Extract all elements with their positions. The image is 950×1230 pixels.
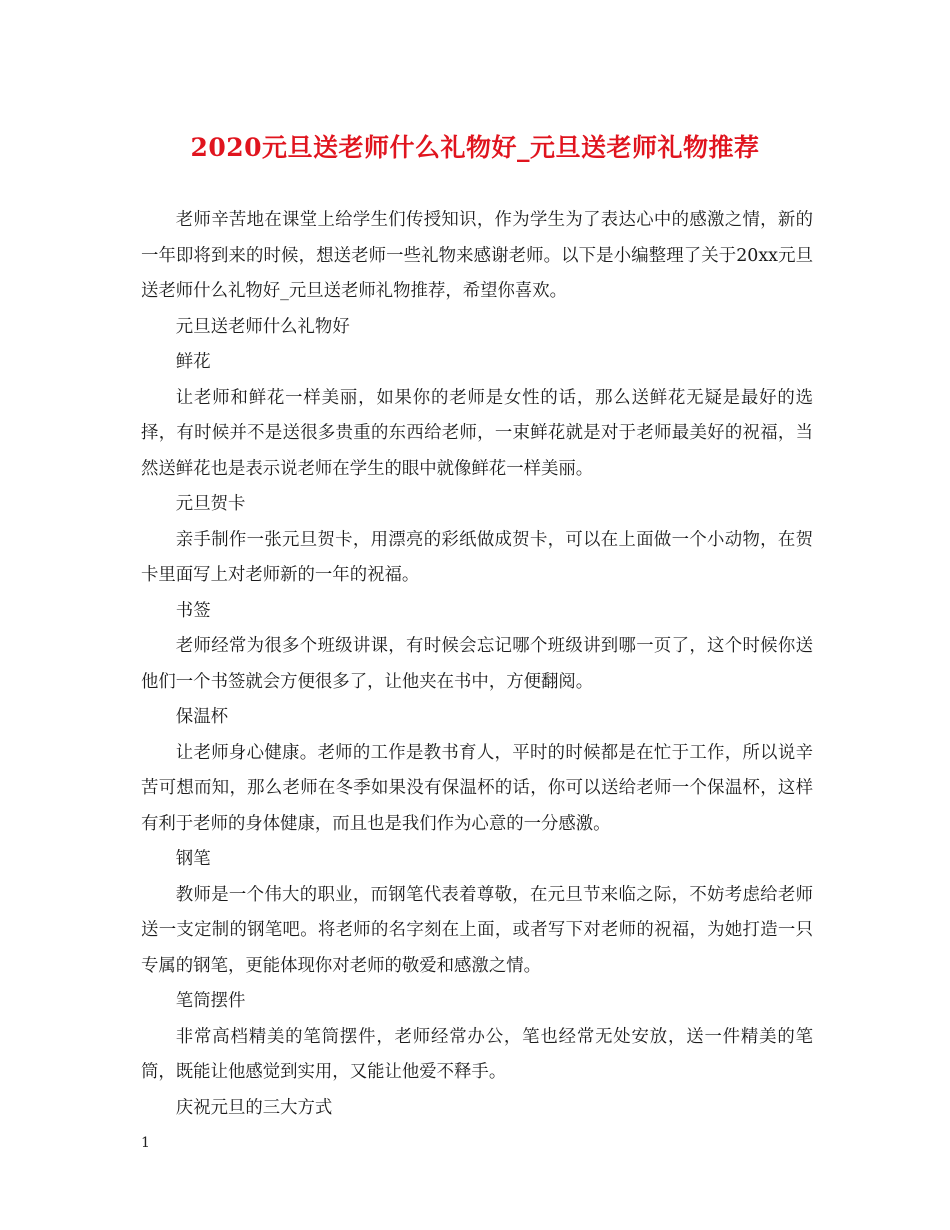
document-title: 2020元旦送老师什么礼物好_元旦送老师礼物推荐 [190, 133, 760, 162]
gift-paragraph-thermos: 让老师身心健康。老师的工作是教书育人，平时的时候都是在忙于工作，所以说辛苦可想而知，那么老师在冬季如果没有保温杯的话，你可以送给老师一个保温杯，这样有利于老师的身体健康，而且也是我们作为心意的一分感激。 [141, 742, 813, 834]
intro-paragraph: 老师辛苦地在课堂上给学生们传授知识，作为学生为了表达心中的感激之情，新的一年即将到来的时候，想送老师一些礼物来感谢老师。以下是小编整理了关于20xx元旦送老师什么礼物好_元旦送老师礼物推荐，希望你喜欢。 [141, 210, 813, 301]
gift-heading-thermos: 保温杯 [175, 707, 228, 727]
closing-heading: 庆祝元旦的三大方式 [175, 1097, 333, 1118]
gift-heading-flowers: 鲜花 [175, 352, 211, 372]
gift-paragraph-flowers: 让老师和鲜花一样美丽，如果你的老师是女性的话，那么送鲜花无疑是最好的选择，有时候并不是送很多贵重的东西给老师，一束鲜花就是对于老师最美好的祝福，当然送鲜花也是表示说老师在学生的眼中就像鲜花一样美丽。 [141, 387, 813, 479]
section-heading: 元旦送老师什么礼物好 [175, 316, 350, 337]
page-number: 1 [141, 1135, 150, 1151]
gift-paragraph-pen: 教师是一个伟大的职业，而钢笔代表着尊敬，在元旦节来临之际，不妨考虑给老师送一支定制的钢笔吧。将老师的名字刻在上面，或者写下对老师的祝福，为她打造一只专属的钢笔，更能体现你对老师的敬爱和感激之情。 [141, 884, 813, 976]
gift-paragraph-bookmark: 老师经常为很多个班级讲课，有时候会忘记哪个班级讲到哪一页了，这个时候你送他们一个书签就会方便很多了，让他夹在书中，方便翻阅。 [141, 636, 813, 692]
gift-heading-pen: 钢笔 [175, 849, 211, 869]
document-body [141, 203, 813, 1126]
gift-heading-pen-holder: 笔筒摆件 [175, 991, 246, 1011]
gift-paragraph-pen-holder: 非常高档精美的笔筒摆件，老师经常办公，笔也经常无处安放，送一件精美的笔筒，既能让他感觉到实用，又能让他爱不释手。 [141, 1026, 813, 1082]
gift-paragraph-card: 亲手制作一张元旦贺卡，用漂亮的彩纸做成贺卡，可以在上面做一个小动物，在贺卡里面写上对老师新的一年的祝福。 [141, 529, 813, 585]
gift-heading-card: 元旦贺卡 [175, 494, 246, 514]
gift-heading-bookmark: 书签 [175, 600, 211, 621]
